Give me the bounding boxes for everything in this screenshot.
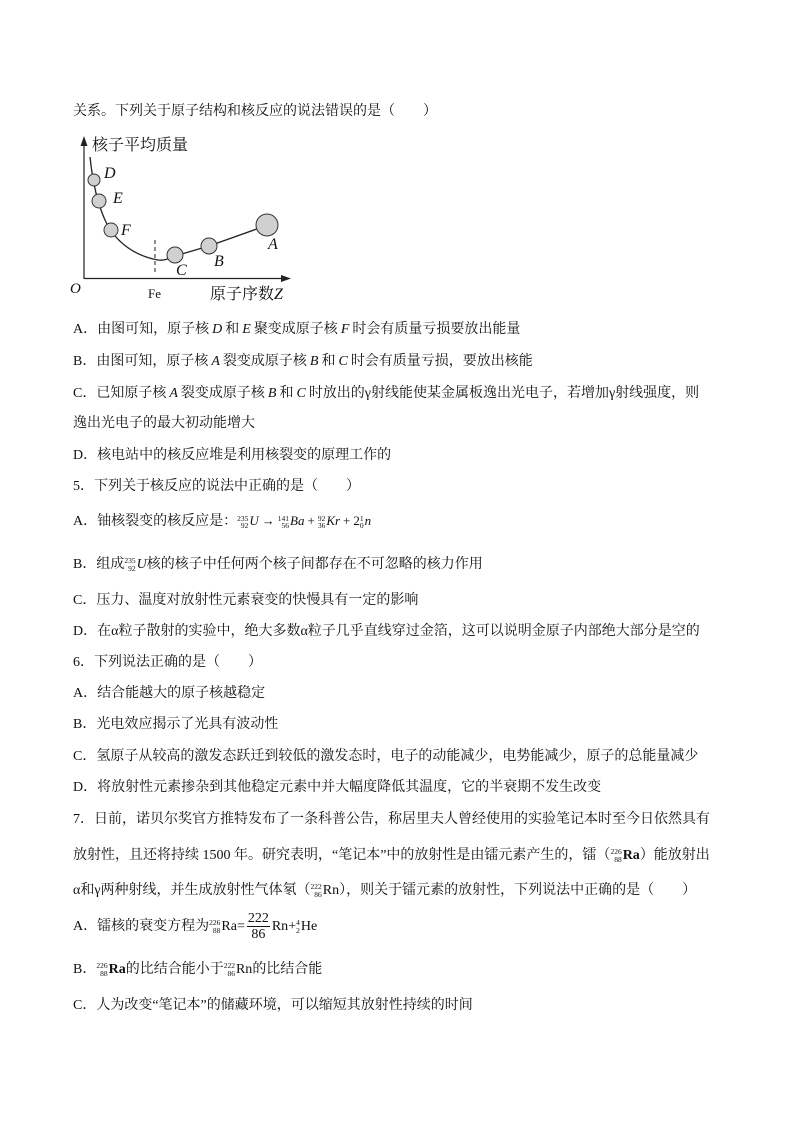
plus: + bbox=[343, 513, 351, 528]
nuclide-rn bbox=[224, 962, 253, 977]
atomic-number: 88 bbox=[212, 925, 221, 935]
point-a-marker bbox=[256, 214, 278, 236]
text: B． bbox=[73, 962, 97, 977]
coefficient: 2 bbox=[353, 513, 360, 528]
q6-option-a: A．结合能越大的原子核越稳定 bbox=[73, 686, 266, 701]
nuclide-rn bbox=[311, 883, 340, 898]
q7-option-c: C．人为改变“笔记本”的储藏环境，可以缩短其放射性持续的时间 bbox=[73, 998, 473, 1013]
var: A bbox=[211, 354, 220, 369]
point-c-label: C bbox=[176, 262, 187, 279]
nuclide-ra bbox=[96, 962, 125, 977]
mass-number: 226 bbox=[96, 961, 108, 971]
mass-number: 222 bbox=[223, 961, 235, 971]
point-f-label: F bbox=[121, 222, 131, 239]
nuclide-u bbox=[124, 557, 146, 572]
element-symbol: Ra bbox=[221, 919, 237, 934]
element-symbol: Rn bbox=[322, 883, 340, 898]
element-symbol: Ra bbox=[622, 848, 640, 863]
plus: + bbox=[307, 513, 315, 528]
var: C bbox=[338, 354, 348, 369]
fraction bbox=[247, 911, 270, 942]
point-f-marker bbox=[104, 223, 118, 237]
atomic-number: 92 bbox=[240, 521, 249, 531]
nuclide-indices bbox=[278, 515, 289, 530]
q7-option-a bbox=[73, 911, 317, 943]
var: B bbox=[309, 354, 319, 369]
fission-equation bbox=[237, 513, 372, 531]
point-b-label: B bbox=[214, 253, 224, 270]
element-symbol: Kr bbox=[326, 513, 341, 528]
text: 的比结合能小于 bbox=[125, 962, 224, 977]
atomic-number: 56 bbox=[281, 521, 290, 531]
numerator: 222 bbox=[247, 911, 269, 927]
var: B bbox=[267, 386, 277, 401]
text: 放射性，且还将持续 1500 年。研究表明，“笔记本”中的放射性是由镭元素产生的，镭（ bbox=[73, 848, 611, 863]
y-axis-arrow bbox=[81, 136, 88, 146]
var: C bbox=[296, 386, 306, 401]
mass-number: 4 bbox=[296, 918, 300, 928]
element-symbol: n bbox=[364, 513, 372, 528]
text: 和 bbox=[279, 386, 294, 401]
nuclide-indices bbox=[296, 919, 300, 934]
nuclide-indices bbox=[610, 848, 621, 863]
var: A bbox=[169, 386, 178, 401]
q5-option-a bbox=[73, 512, 371, 531]
x-axis-label bbox=[210, 285, 284, 303]
x-axis-variable: Z bbox=[274, 286, 283, 303]
atomic-number: 36 bbox=[317, 521, 326, 531]
q5-option-b bbox=[73, 556, 483, 574]
point-a-label: A bbox=[268, 236, 278, 253]
nucleon-mass-figure bbox=[60, 130, 300, 305]
element-symbol: U bbox=[249, 513, 259, 528]
mass-number: 226 bbox=[209, 918, 221, 928]
q5-option-c: C．压力、温度对放射性元素衰变的快慢具有一定的影响 bbox=[73, 593, 419, 608]
text: 核的核子中任何两个核子间都存在不可忽略的核力作用 bbox=[146, 557, 483, 572]
q7-stem-line3 bbox=[73, 882, 696, 900]
element-symbol: He bbox=[300, 919, 318, 934]
nuclide-indices bbox=[311, 883, 322, 898]
element-symbol: U bbox=[136, 557, 147, 572]
text: A．镭核的衰变方程为 bbox=[73, 919, 210, 934]
q6-option-c: C．氢原子从较高的激发态跃迁到较低的激发态时，电子的动能减少，电势能减少，原子的总能量减少 bbox=[73, 749, 699, 764]
text: ），则关于镭元素的放射性，下列说法中正确的是（ ） bbox=[339, 883, 697, 898]
nuclide-indices bbox=[318, 515, 326, 530]
mass-number: 1 bbox=[359, 513, 364, 523]
atomic-number: 2 bbox=[296, 925, 300, 935]
nuclide-indices bbox=[224, 962, 235, 977]
text: 裂变成原子核 bbox=[222, 354, 307, 369]
text: 裂变成原子核 bbox=[180, 386, 265, 401]
text: 和 bbox=[321, 354, 336, 369]
point-e-marker bbox=[92, 194, 106, 208]
nuclide-indices bbox=[360, 515, 364, 530]
x-axis-arrow bbox=[281, 275, 291, 282]
var: F bbox=[340, 322, 350, 337]
text: B．组成 bbox=[73, 557, 125, 572]
text: C．已知原子核 bbox=[73, 386, 167, 401]
text: α和γ两种射线，并生成放射性气体氡（ bbox=[73, 883, 311, 898]
q4-option-d: D．核电站中的核反应堆是利用核裂变的原理工作的 bbox=[73, 448, 392, 463]
q4-option-c-line2: 逸出光电子的最大初动能增大 bbox=[73, 416, 255, 431]
q7-stem-line2 bbox=[73, 847, 710, 865]
atomic-number: 88 bbox=[100, 968, 108, 978]
mass-number: 235 bbox=[124, 556, 136, 566]
text: 的比结合能 bbox=[252, 962, 323, 977]
q4-option-c-line1 bbox=[73, 385, 699, 403]
element-symbol: Rn bbox=[271, 919, 289, 934]
atomic-number: 92 bbox=[128, 563, 136, 573]
element-symbol: Ra bbox=[108, 962, 126, 977]
nuclide-indices bbox=[124, 557, 135, 572]
atomic-number: 86 bbox=[227, 968, 235, 978]
text: 时放出的γ射线能使某金属板逸出光电子，若增加γ射线强度，则 bbox=[308, 386, 700, 401]
text: ）能放射出 bbox=[639, 848, 710, 863]
equals: = bbox=[236, 919, 245, 934]
nuclide-n bbox=[359, 513, 372, 531]
point-d-marker bbox=[88, 174, 100, 186]
atomic-number: 0 bbox=[359, 521, 364, 531]
mass-number: 141 bbox=[277, 513, 290, 523]
var: E bbox=[242, 322, 251, 337]
q6-option-d: D．将放射性元素掺杂到其他稳定元素中并大幅度降低其温度，它的半衰期不发生改变 bbox=[73, 780, 602, 795]
nuclide-ra bbox=[209, 919, 237, 934]
mass-number: 92 bbox=[317, 513, 326, 523]
text: A．由图可知，原子核 bbox=[73, 322, 210, 337]
nuclide-indices bbox=[237, 515, 248, 530]
y-axis-label: 核子平均质量 bbox=[92, 137, 189, 154]
point-e-label: E bbox=[113, 190, 123, 207]
mass-curve bbox=[90, 157, 268, 260]
nuclide-kr bbox=[317, 513, 341, 531]
var: D bbox=[212, 322, 223, 337]
text: B．由图可知，原子核 bbox=[73, 354, 209, 369]
point-d-label: D bbox=[104, 165, 116, 182]
arrow: → bbox=[261, 513, 275, 528]
text: 时会有质量亏损，要放出核能 bbox=[350, 354, 533, 369]
mass-number: 235 bbox=[237, 513, 249, 523]
atomic-number: 88 bbox=[614, 854, 622, 864]
q6-option-b: B．光电效应揭示了光具有波动性 bbox=[73, 717, 279, 732]
nuclide-u bbox=[237, 513, 259, 531]
q5-stem: 5．下列关于核反应的说法中正确的是（ ） bbox=[73, 479, 360, 494]
atomic-number: 86 bbox=[314, 889, 322, 899]
x-axis-label-text: 原子序数 bbox=[210, 286, 275, 303]
mass-number: 222 bbox=[310, 882, 322, 892]
text: 时会有质量亏损要放出能量 bbox=[352, 322, 521, 337]
denominator: 86 bbox=[247, 926, 270, 942]
q4-option-b bbox=[73, 353, 533, 371]
element-symbol: Rn bbox=[235, 962, 253, 977]
q5-option-d: D．在α粒子散射的实验中，绝大多数α粒子几乎直线穿过金箔，这可以说明金原子内部绝大部分是空的 bbox=[73, 624, 700, 639]
nuclide-he bbox=[296, 919, 317, 934]
q6-stem: 6．下列说法正确的是（ ） bbox=[73, 655, 262, 670]
text: 聚变成原子核 bbox=[253, 322, 338, 337]
q7-option-b bbox=[73, 961, 322, 979]
q4-stem: 关系。下列关于原子结构和核反应的说法错误的是（ ） bbox=[73, 104, 437, 119]
nuclide-ba bbox=[277, 513, 305, 531]
element-symbol: Ba bbox=[290, 513, 305, 528]
nuclide-ra bbox=[610, 848, 639, 863]
text: A．铀核裂变的核反应是： bbox=[73, 514, 238, 529]
mass-number: 226 bbox=[610, 847, 622, 857]
nuclide-indices bbox=[96, 962, 107, 977]
origin-label: O bbox=[70, 281, 81, 297]
q7-stem-line1: 7．日前，诺贝尔奖官方推特发布了一条科普公告，称居里夫人曾经使用的实验笔记本时至今日依然具有 bbox=[73, 812, 710, 827]
text: 和 bbox=[225, 322, 240, 337]
q4-option-a bbox=[73, 321, 520, 339]
point-b-marker bbox=[201, 238, 217, 254]
nuclide-indices bbox=[209, 919, 220, 934]
point-c-marker bbox=[167, 247, 183, 263]
fe-label: Fe bbox=[148, 286, 161, 301]
plus: + bbox=[288, 919, 297, 934]
